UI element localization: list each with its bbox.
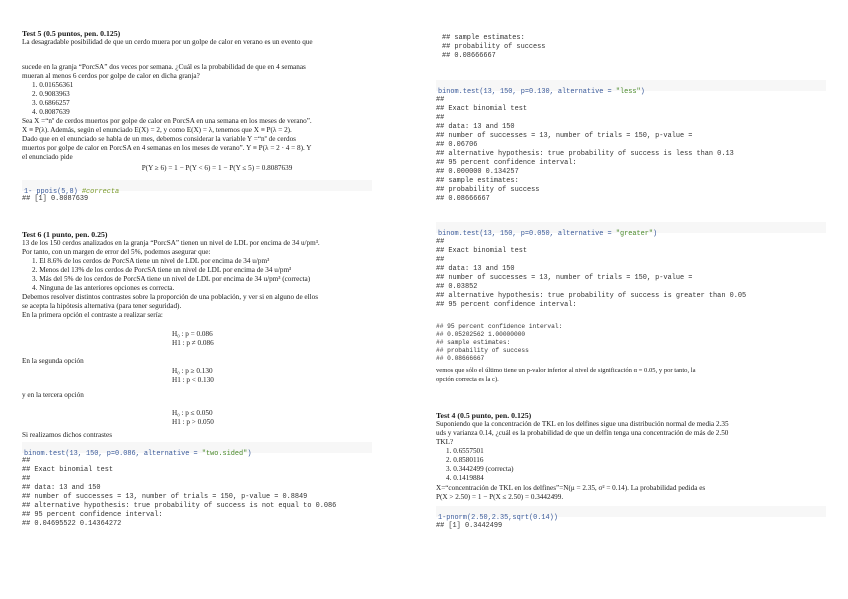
conclusion: vemos que sólo el último tiene un p-valor inferior al nivel de significación α = 0.05, y por tanto, la bbox=[436, 367, 696, 374]
test5-option: 1. 0.01656361 bbox=[32, 81, 74, 89]
test4-intro: uds y varianza 0.14, ¿cuál es la probabilidad de que un delfín tenga una concentración de más de 2.50 bbox=[436, 429, 729, 437]
test4-explanation: X=“concentración de TKL en los delfines”=N(μ = 2.35, σ² = 0.14). La probabilidad pedida es bbox=[436, 484, 706, 492]
code-output: ## Exact binomial test bbox=[22, 466, 113, 474]
test6-text: y en la tercera opción bbox=[22, 391, 84, 399]
test6-intro: 13 de los 150 cerdos analizados en la granja “PorcSA” tienen un nivel de LDL por encima de 34 u/pm³. bbox=[22, 239, 320, 247]
code-output: ## alternative hypothesis: true probability of success is greater than 0.05 bbox=[436, 292, 747, 300]
code-output: ## 0.000000 0.134257 bbox=[436, 168, 519, 176]
test5-formula: P(Y ≥ 6) = 1 − P(Y < 6) = 1 − P(Y ≤ 5) = 0.8087639 bbox=[141, 164, 293, 172]
code-output: ## bbox=[436, 96, 445, 104]
test4-explanation: P(X > 2.50) = 1 − P(X ≤ 2.50) = 0.3442499. bbox=[436, 493, 564, 501]
code-output: ## 95 percent confidence interval: bbox=[436, 159, 577, 167]
code-line: binom.test(13, 150, p=0.086, alternative = "two.sided") bbox=[24, 450, 252, 458]
test5-explanation: muertos por golpe de calor en PorcSA en 4 semanas en los meses de verano”. Y ≡ P(λ = 2 · 4 = 8). Y bbox=[22, 144, 312, 152]
code-output: ## 0.08666667 bbox=[442, 52, 496, 60]
test6-explanation: Debemos resolver distintos contrastes sobre la proporción de una población, y ver si en alguno de ellos bbox=[22, 293, 319, 301]
code-output: ## [1] 0.3442499 bbox=[436, 522, 503, 530]
test4-option: 1. 0.6557501 bbox=[446, 447, 484, 455]
code-output: ## number of successes = 13, number of trials = 150, p-value = bbox=[436, 132, 693, 140]
test4-option: 2. 0.8580116 bbox=[446, 456, 484, 464]
test5-explanation: Sea X =“nº de cerdos muertos por golpe de calor en PorcSA en una semana en los meses de verano”. bbox=[22, 117, 312, 125]
code-block bbox=[436, 506, 826, 522]
code-output: ## 0.06706 bbox=[436, 141, 478, 149]
code-output: ## [1] 0.8087639 bbox=[22, 195, 89, 203]
code-output: ## 0.03852 bbox=[436, 283, 478, 291]
test6-title: Test 6 (1 punto, pen. 0.25) bbox=[22, 230, 108, 239]
code-output: ## 95 percent confidence interval: bbox=[436, 301, 577, 309]
code-line: 1- ppois(5,8) #correcta bbox=[24, 188, 120, 196]
code-line: 1-pnorm(2.50,2.35,sqrt(0.14)) bbox=[438, 514, 558, 522]
test5-option: 2. 0.9083963 bbox=[32, 90, 70, 98]
test6-option: 2. Menos del 13% de los cerdos de PorcSA tiene un nivel de LDL por encima de 34 u/pm³ bbox=[32, 266, 292, 274]
code-output: ## number of successes = 13, number of trials = 150, p-value = bbox=[436, 274, 693, 282]
test4-title: Test 4 (0.5 punto, pen. 0.125) bbox=[436, 411, 532, 420]
code-output: ## alternative hypothesis: true probability of success is not equal to 0.086 bbox=[22, 502, 337, 510]
code-output: ## probability of success bbox=[442, 43, 546, 51]
test5-option: 3. 0.6866257 bbox=[32, 99, 70, 107]
conclusion: opción correcta es la c). bbox=[436, 376, 499, 383]
code-output: ## bbox=[436, 256, 445, 264]
code-block bbox=[436, 222, 826, 238]
code-output: ## 0.05202562 1.00000000 bbox=[436, 331, 526, 338]
test5-intro: sucede en la granja “PorcSA” dos veces por semana. ¿Cuál es la probabilidad de que en 4 semanas bbox=[22, 63, 306, 71]
code-block bbox=[22, 180, 372, 196]
code-output: ## probability of success bbox=[436, 186, 540, 194]
test6-intro: Por tanto, con un margen de error del 5%, podemos asegurar que: bbox=[22, 248, 211, 256]
code-output: ## bbox=[436, 238, 445, 246]
code-output: ## Exact binomial test bbox=[436, 247, 527, 255]
code-output: ## data: 13 and 150 bbox=[436, 265, 515, 273]
code-output: ## 95 percent confidence interval: bbox=[436, 323, 563, 330]
code-output: ## bbox=[22, 457, 31, 465]
code-output: ## data: 13 and 150 bbox=[22, 484, 101, 492]
test4-option: 3. 0.3442499 (correcta) bbox=[446, 465, 514, 473]
test5-explanation: Dado que en el enunciado se habla de un mes, debemos considerar la variable Y =“nº de cerdos bbox=[22, 135, 296, 143]
code-block bbox=[22, 442, 372, 458]
test5-option: 4. 0.8087639 bbox=[32, 108, 70, 116]
hypothesis: H₀ : p ≤ 0.050 bbox=[172, 409, 213, 417]
test6-explanation: En la primera opción el contraste a realizar sería: bbox=[22, 311, 163, 319]
code-output: ## Exact binomial test bbox=[436, 105, 527, 113]
code-output: ## bbox=[22, 475, 31, 483]
test5-intro: mueran al menos 6 cerdos por golpe de calor en dicha granja? bbox=[22, 72, 200, 80]
test6-text: En la segunda opción bbox=[22, 357, 84, 365]
code-output: ## alternative hypothesis: true probability of success is less than 0.13 bbox=[436, 150, 734, 158]
code-output: ## sample estimates: bbox=[436, 177, 519, 185]
test4-intro: TKL? bbox=[436, 438, 454, 446]
test6-option: 4. Ninguna de las anteriores opciones es correcta. bbox=[32, 284, 175, 292]
test5-intro: La desagradable posibilidad de que un cerdo muera por un golpe de calor en verano es un evento que bbox=[22, 38, 313, 46]
test6-option: 3. Más del 5% de los cerdos de PorcSA tiene un nivel de LDL por encima de 34 u/pm³ (correcta) bbox=[32, 275, 311, 283]
test4-option: 4. 0.1419884 bbox=[446, 474, 484, 482]
test6-option: 1. El 8.6% de los cerdos de PorcSA tiene un nivel de LDL por encima de 34 u/pm³ bbox=[32, 257, 270, 265]
hypothesis: H₀ : p ≥ 0.130 bbox=[172, 367, 213, 375]
code-output: ## 0.08666667 bbox=[436, 355, 485, 362]
code-block bbox=[436, 80, 826, 96]
code-output: ## data: 13 and 150 bbox=[436, 123, 515, 131]
code-output: ## 0.04695522 0.14364272 bbox=[22, 520, 122, 528]
test6-explanation: se acepta la hipótesis alternativa (para tener seguridad). bbox=[22, 302, 182, 310]
test4-intro: Suponiendo que la concentración de TKL en los delfines sigue una distribución normal de media 2.35 bbox=[436, 420, 729, 428]
code-output: ## sample estimates: bbox=[442, 34, 525, 42]
code-line: binom.test(13, 150, p=0.050, alternative = "greater") bbox=[438, 230, 658, 238]
code-line: binom.test(13, 150, p=0.130, alternative = "less") bbox=[438, 88, 645, 96]
hypothesis: H₀ : p = 0.086 bbox=[172, 330, 213, 338]
code-output: ## probability of success bbox=[436, 347, 529, 354]
code-output: ## 95 percent confidence interval: bbox=[22, 511, 163, 519]
test6-text: Si realizamos dichos contrastes bbox=[22, 431, 113, 439]
hypothesis: H1 : p < 0.130 bbox=[172, 376, 214, 384]
code-output: ## sample estimates: bbox=[436, 339, 511, 346]
test5-title: Test 5 (0.5 puntos, pen. 0.125) bbox=[22, 29, 121, 38]
code-output: ## 0.08666667 bbox=[436, 195, 490, 203]
test5-explanation: X ≡ P(λ). Además, según el enunciado E(X) = 2, y como E(X) = λ, tenemos que X ≡ P(λ = 2). bbox=[22, 126, 292, 134]
code-output: ## number of successes = 13, number of trials = 150, p-value = 0.8849 bbox=[22, 493, 308, 501]
hypothesis: H1 : p ≠ 0.086 bbox=[172, 339, 214, 347]
test5-explanation: el enunciado pide bbox=[22, 153, 73, 161]
hypothesis: H1 : p > 0.050 bbox=[172, 418, 214, 426]
code-output: ## bbox=[436, 114, 445, 122]
